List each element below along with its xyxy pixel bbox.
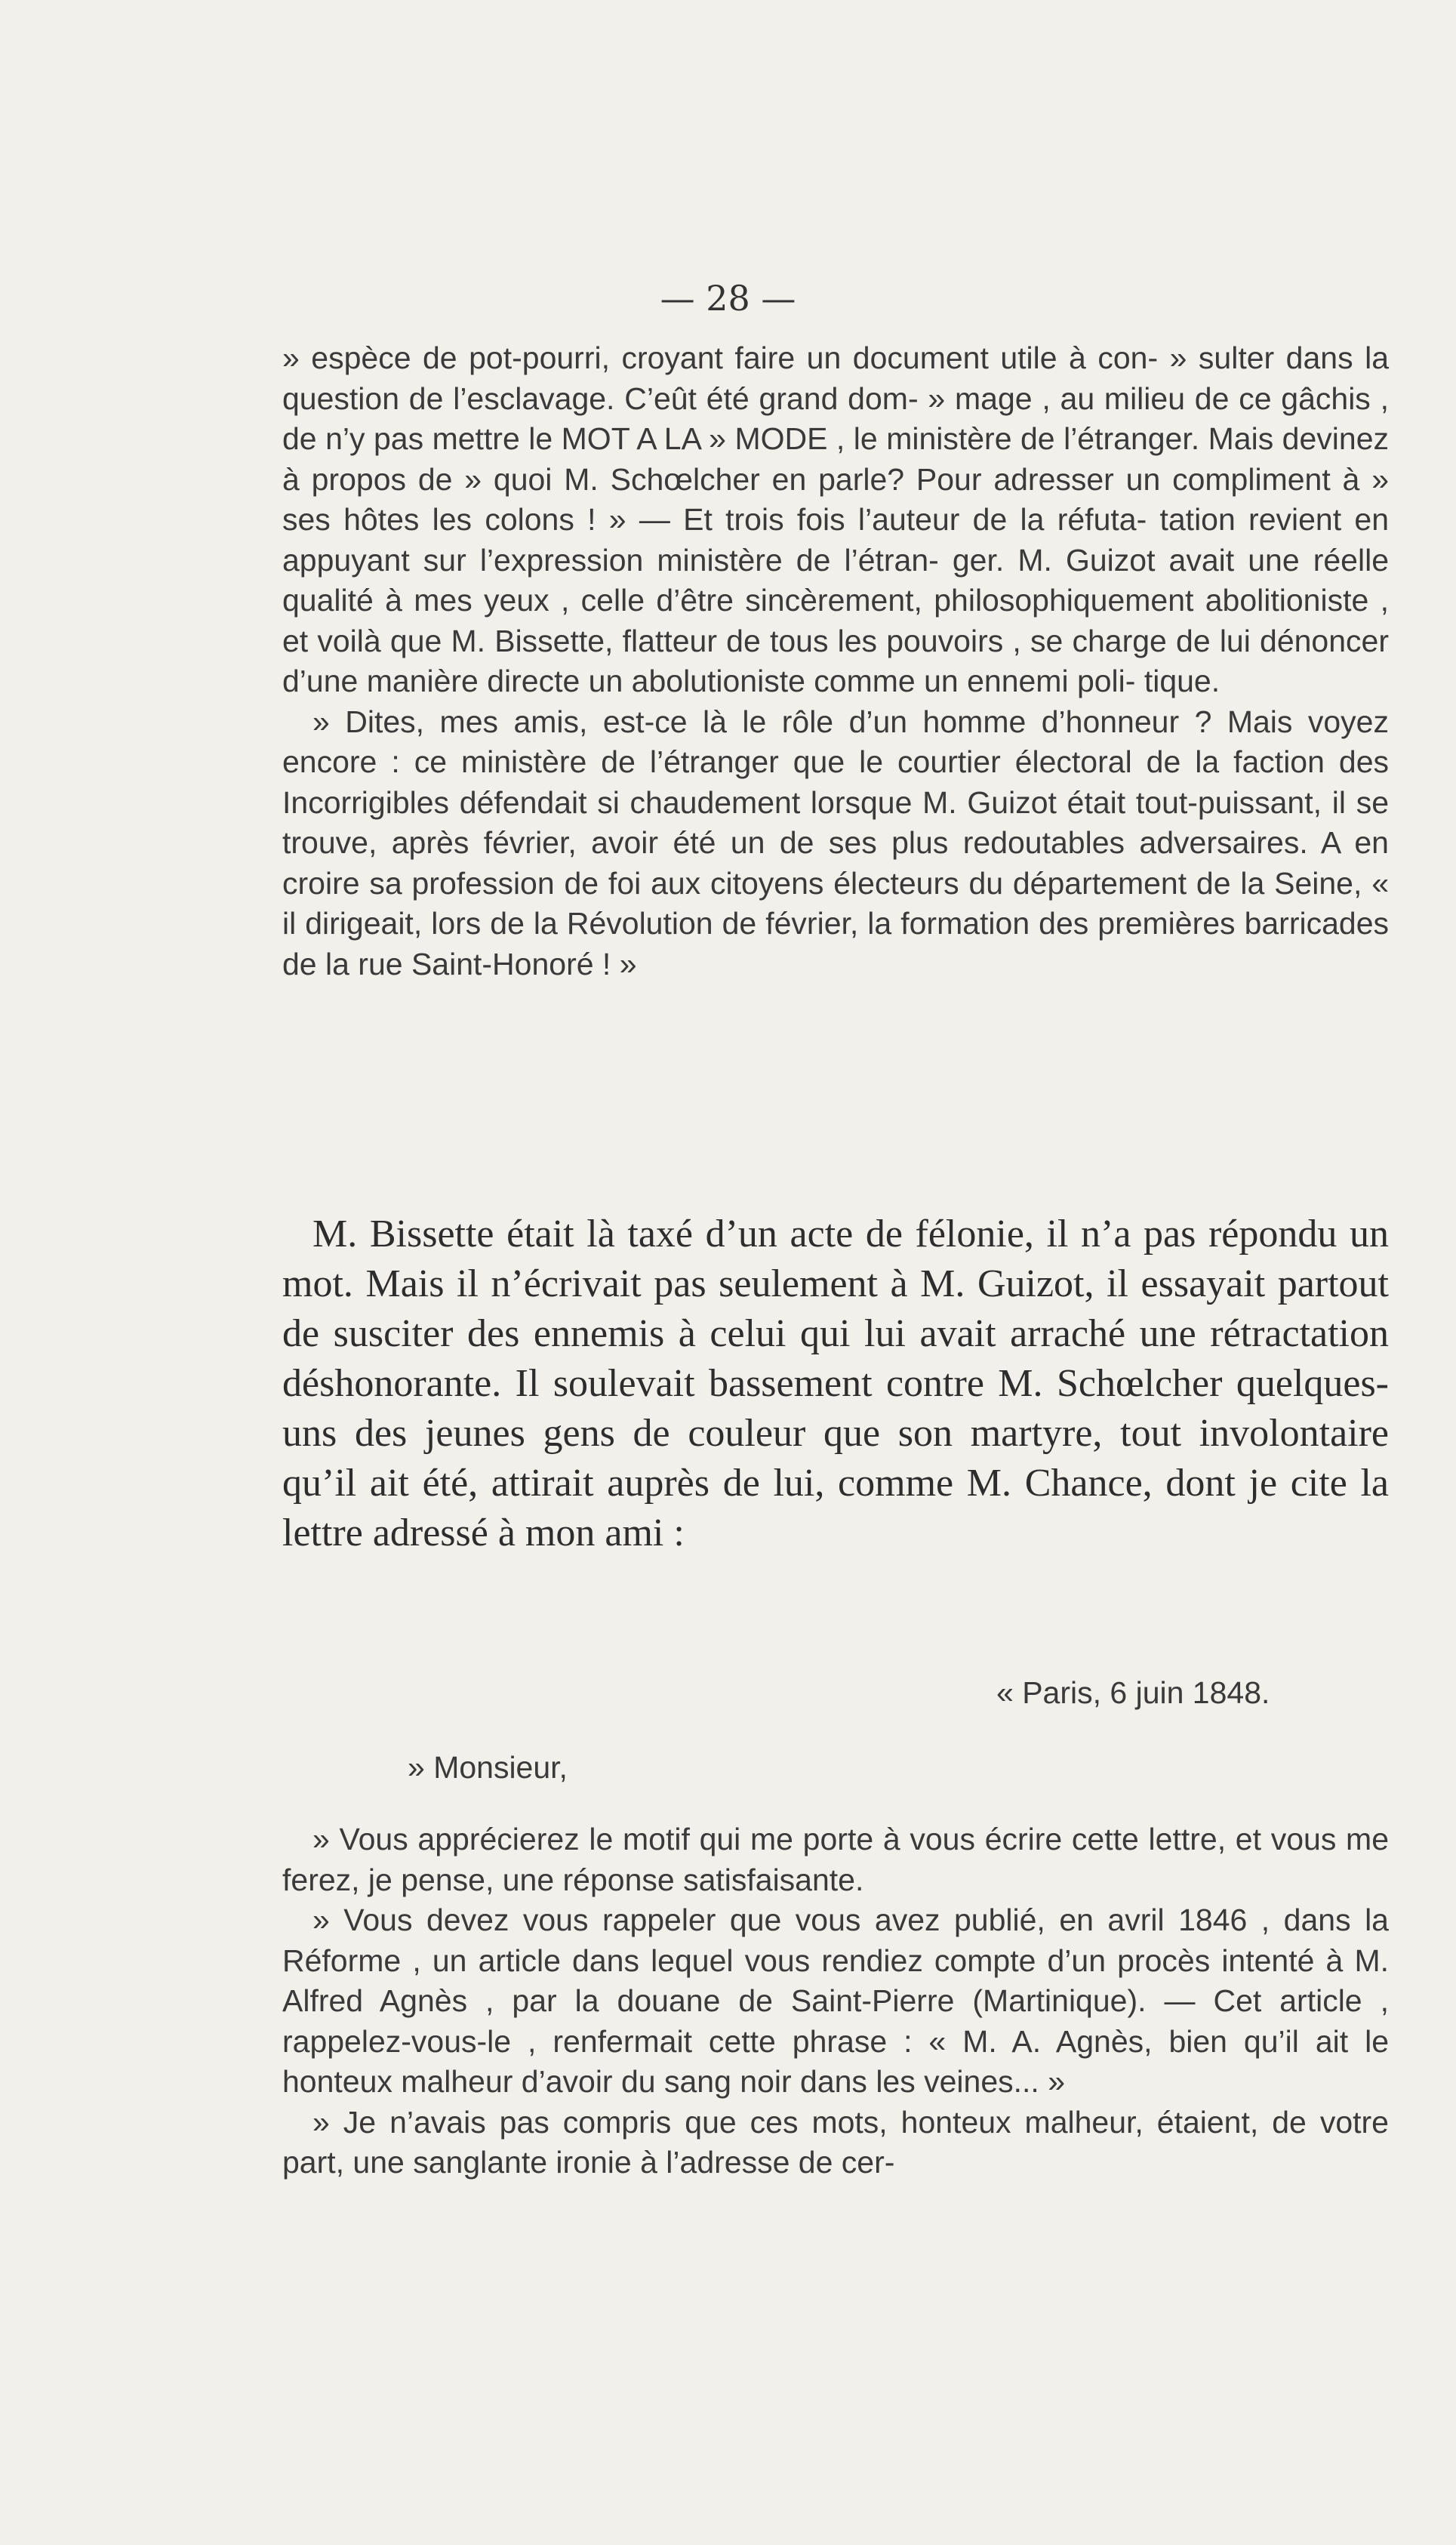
letter-salutation: » Monsieur, bbox=[408, 1750, 568, 1785]
main-paragraph-block bbox=[282, 1209, 1389, 1558]
quote-paragraph-1: » espèce de pot-pourri, croyant faire un document utile à con- » sulter dans la question de l’esclavage. C’eût été grand dom- » mage , au milieu de ce gâchis , de n’y pas mettre le MOT A LA » MODE , le ministère de l’étranger. Mais devinez à propos de » quoi M. Schœlcher en parle? Pour adresser un compliment à » ses hôtes les colons ! » — Et trois fois l’auteur de la réfuta- tation revient en appuyant sur l’expression ministère de l’étran- ger. M. Guizot avait une réelle qualité à mes yeux , celle d’être sincèrement, philosophiquement abolitioniste , et voilà que M. Bissette, flatteur de tous les pouvoirs , se charge de lui dénoncer d’une manière directe un abolutioniste comme un ennemi poli- tique. bbox=[282, 340, 1389, 698]
main-paragraph: M. Bissette était là taxé d’un acte de félonie, il n’a pas répondu un mot. Mais il n’écrivait pas seulement à M. Guizot, il essayait partout de susciter des ennemis à celui qui lui avait arraché une rétractation déshonorante. Il soulevait bassement contre M. Schœlcher quelques-uns des jeunes gens de couleur que son martyre, tout involontaire qu’il ait été, attirait auprès de lui, comme M. Chance, dont je cite la lettre adressé à mon ami : bbox=[282, 1212, 1389, 1554]
letter-paragraph-1: » Vous apprécierez le motif qui me porte à vous écrire cette lettre, et vous me ferez, je pense, une réponse satisfaisante. bbox=[282, 1822, 1389, 1897]
letter-date: « Paris, 6 juin 1848. bbox=[996, 1675, 1270, 1710]
quoted-passage bbox=[282, 338, 1389, 984]
page-number: — 28 — bbox=[660, 278, 796, 319]
letter-paragraph-2: » Vous devez vous rappeler que vous avez publié, en avril 1846 , dans la Réforme , un article dans lequel vous rendiez compte d’un procès intenté à M. Alfred Agnès , par la douane de Saint-Pierre (Martinique). — Cet article , rappelez-vous-le , renfermait cette phrase : « M. A. Agnès, bien qu’il ait le honteux malheur d’avoir du sang noir dans les veines... » bbox=[282, 1903, 1389, 2099]
letter-paragraph-3: » Je n’avais pas compris que ces mots, honteux malheur, étaient, de votre part, une sanglante ironie à l’adresse de cer- bbox=[282, 2104, 1389, 2180]
letter-body bbox=[282, 1819, 1389, 2183]
quote-paragraph-2: » Dites, mes amis, est-ce là le rôle d’un homme d’honneur ? Mais voyez encore : ce ministère de l’étranger que le courtier électoral de la faction des Incorrigibles défendait si chaudement lorsque M. Guizot était tout-puissant, il se trouve, après février, avoir été un de ses plus redoutables adversaires. A en croire sa profession de foi aux citoyens électeurs du département de la Seine, « il dirigeait, lors de la Révolution de février, la formation des premières barricades de la rue Saint-Honoré ! » bbox=[282, 704, 1389, 981]
